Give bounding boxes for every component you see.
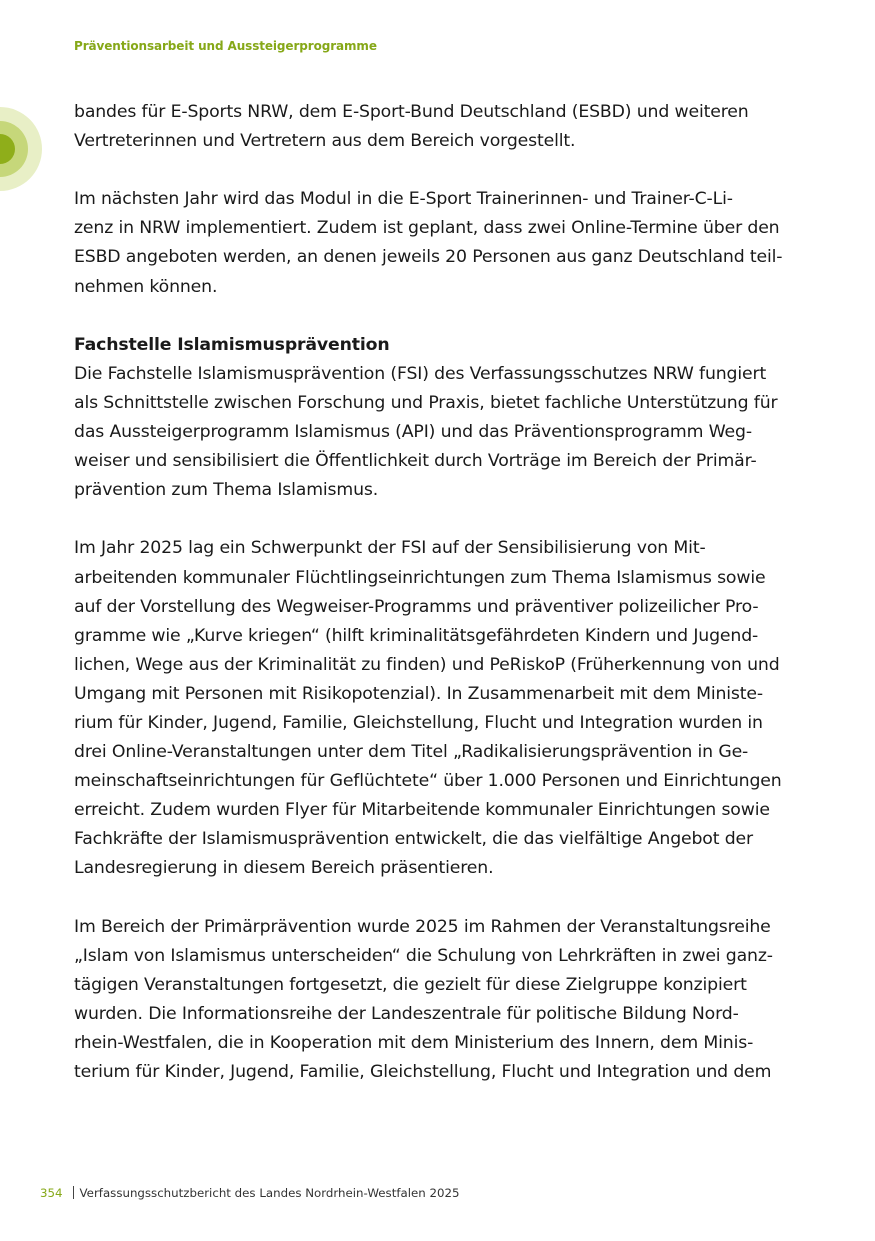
text-line: drei Online-Veranstaltungen unter dem Titel „Radikalisierungsprävention in Ge- — [74, 742, 749, 763]
text-line: gramme wie „Kurve kriegen“ (hilft kriminalitätsgefährdeten Kindern und Jugend- — [74, 625, 759, 646]
text-line: Die Fachstelle Islamismusprävention (FSI) des Verfassungsschutzes NRW fungiert — [74, 363, 767, 384]
text-line: wurden. Die Informationsreihe der Landeszentrale für politische Bildung Nord- — [74, 1003, 739, 1024]
text-line: nehmen können. — [74, 276, 218, 297]
footer-divider — [73, 1186, 74, 1199]
text-line: weiser und sensibilisiert die Öffentlichkeit durch Vorträge im Bereich der Primär- — [74, 451, 757, 472]
text-line: Im nächsten Jahr wird das Modul in die E-Sport Trainerinnen- und Trainer-C-Li- — [74, 189, 733, 210]
text-line: Fachkräfte der Islamismusprävention entwickelt, die das vielfältige Angebot der — [74, 829, 753, 850]
page-footer — [40, 1186, 460, 1200]
text-line: prävention zum Thema Islamismus. — [74, 480, 379, 501]
text-line: zenz in NRW implementiert. Zudem ist geplant, dass zwei Online-Termine über den — [74, 218, 780, 239]
text-line: tägigen Veranstaltungen fortgesetzt, die gezielt für diese Zielgruppe konzipiert — [74, 974, 747, 995]
running-header: Präventionsarbeit und Aussteigerprogramme — [74, 39, 377, 53]
text-line: rhein-Westfalen, die in Kooperation mit dem Ministerium des Innern, dem Minis- — [74, 1033, 754, 1053]
text-line: meinschaftseinrichtungen für Geflüchtete“ über 1.000 Personen und Einrichtungen — [74, 771, 782, 792]
text-line: auf der Vorstellung des Wegweiser-Programms und präventiver polizeilicher Pro- — [74, 596, 759, 617]
paragraph — [74, 185, 804, 301]
section-fachstelle — [74, 331, 804, 506]
text-line: ESBD angeboten werden, an denen jeweils 20 Personen aus ganz Deutschland teil- — [74, 247, 783, 268]
text-line: bandes für E-Sports NRW, dem E-Sport-Bund Deutschland (ESBD) und weiteren — [74, 102, 749, 122]
paragraph — [74, 534, 804, 883]
text-line: erreicht. Zudem wurden Flyer für Mitarbeitende kommunaler Einrichtungen sowie — [74, 800, 770, 821]
text-line: Landesregierung in diesem Bereich präsentieren. — [74, 858, 494, 879]
text-line: Umgang mit Personen mit Risikopotenzial). In Zusammenarbeit mit dem Ministe- — [74, 683, 763, 704]
text-line: Vertreterinnen und Vertretern aus dem Bereich vorgestellt. — [74, 131, 576, 152]
section-heading: Fachstelle Islamismusprävention — [74, 334, 390, 355]
body-text — [74, 98, 804, 1087]
text-line: terium für Kinder, Jugend, Familie, Gleichstellung, Flucht und Integration und dem — [74, 1062, 772, 1083]
text-line: arbeitenden kommunaler Flüchtlingseinrichtungen zum Thema Islamismus sowie — [74, 567, 766, 588]
text-line: Im Bereich der Primärprävention wurde 2025 im Rahmen der Veranstaltungsreihe — [74, 916, 771, 937]
side-marker-circle-icon — [0, 107, 42, 191]
text-line: „Islam von Islamismus unterscheiden“ die Schulung von Lehrkräften in zwei ganz- — [74, 945, 773, 966]
text-line: rium für Kinder, Jugend, Familie, Gleichstellung, Flucht und Integration wurden in — [74, 712, 763, 733]
paragraph — [74, 913, 804, 1088]
text-line: das Aussteigerprogramm Islamismus (API) und das Präventionsprogramm Weg- — [74, 422, 752, 443]
text-line: lichen, Wege aus der Kriminalität zu finden) und PeRiskoP (Früherkennung von und — [74, 654, 780, 675]
page-number: 354 — [40, 1186, 63, 1200]
publication-title: Verfassungsschutzbericht des Landes Nordrhein-Westfalen 2025 — [79, 1186, 460, 1200]
text-line: als Schnittstelle zwischen Forschung und Praxis, bietet fachliche Unterstützung für — [74, 392, 778, 413]
text-line: Im Jahr 2025 lag ein Schwerpunkt der FSI auf der Sensibilisierung von Mit- — [74, 538, 706, 559]
paragraph — [74, 98, 804, 156]
